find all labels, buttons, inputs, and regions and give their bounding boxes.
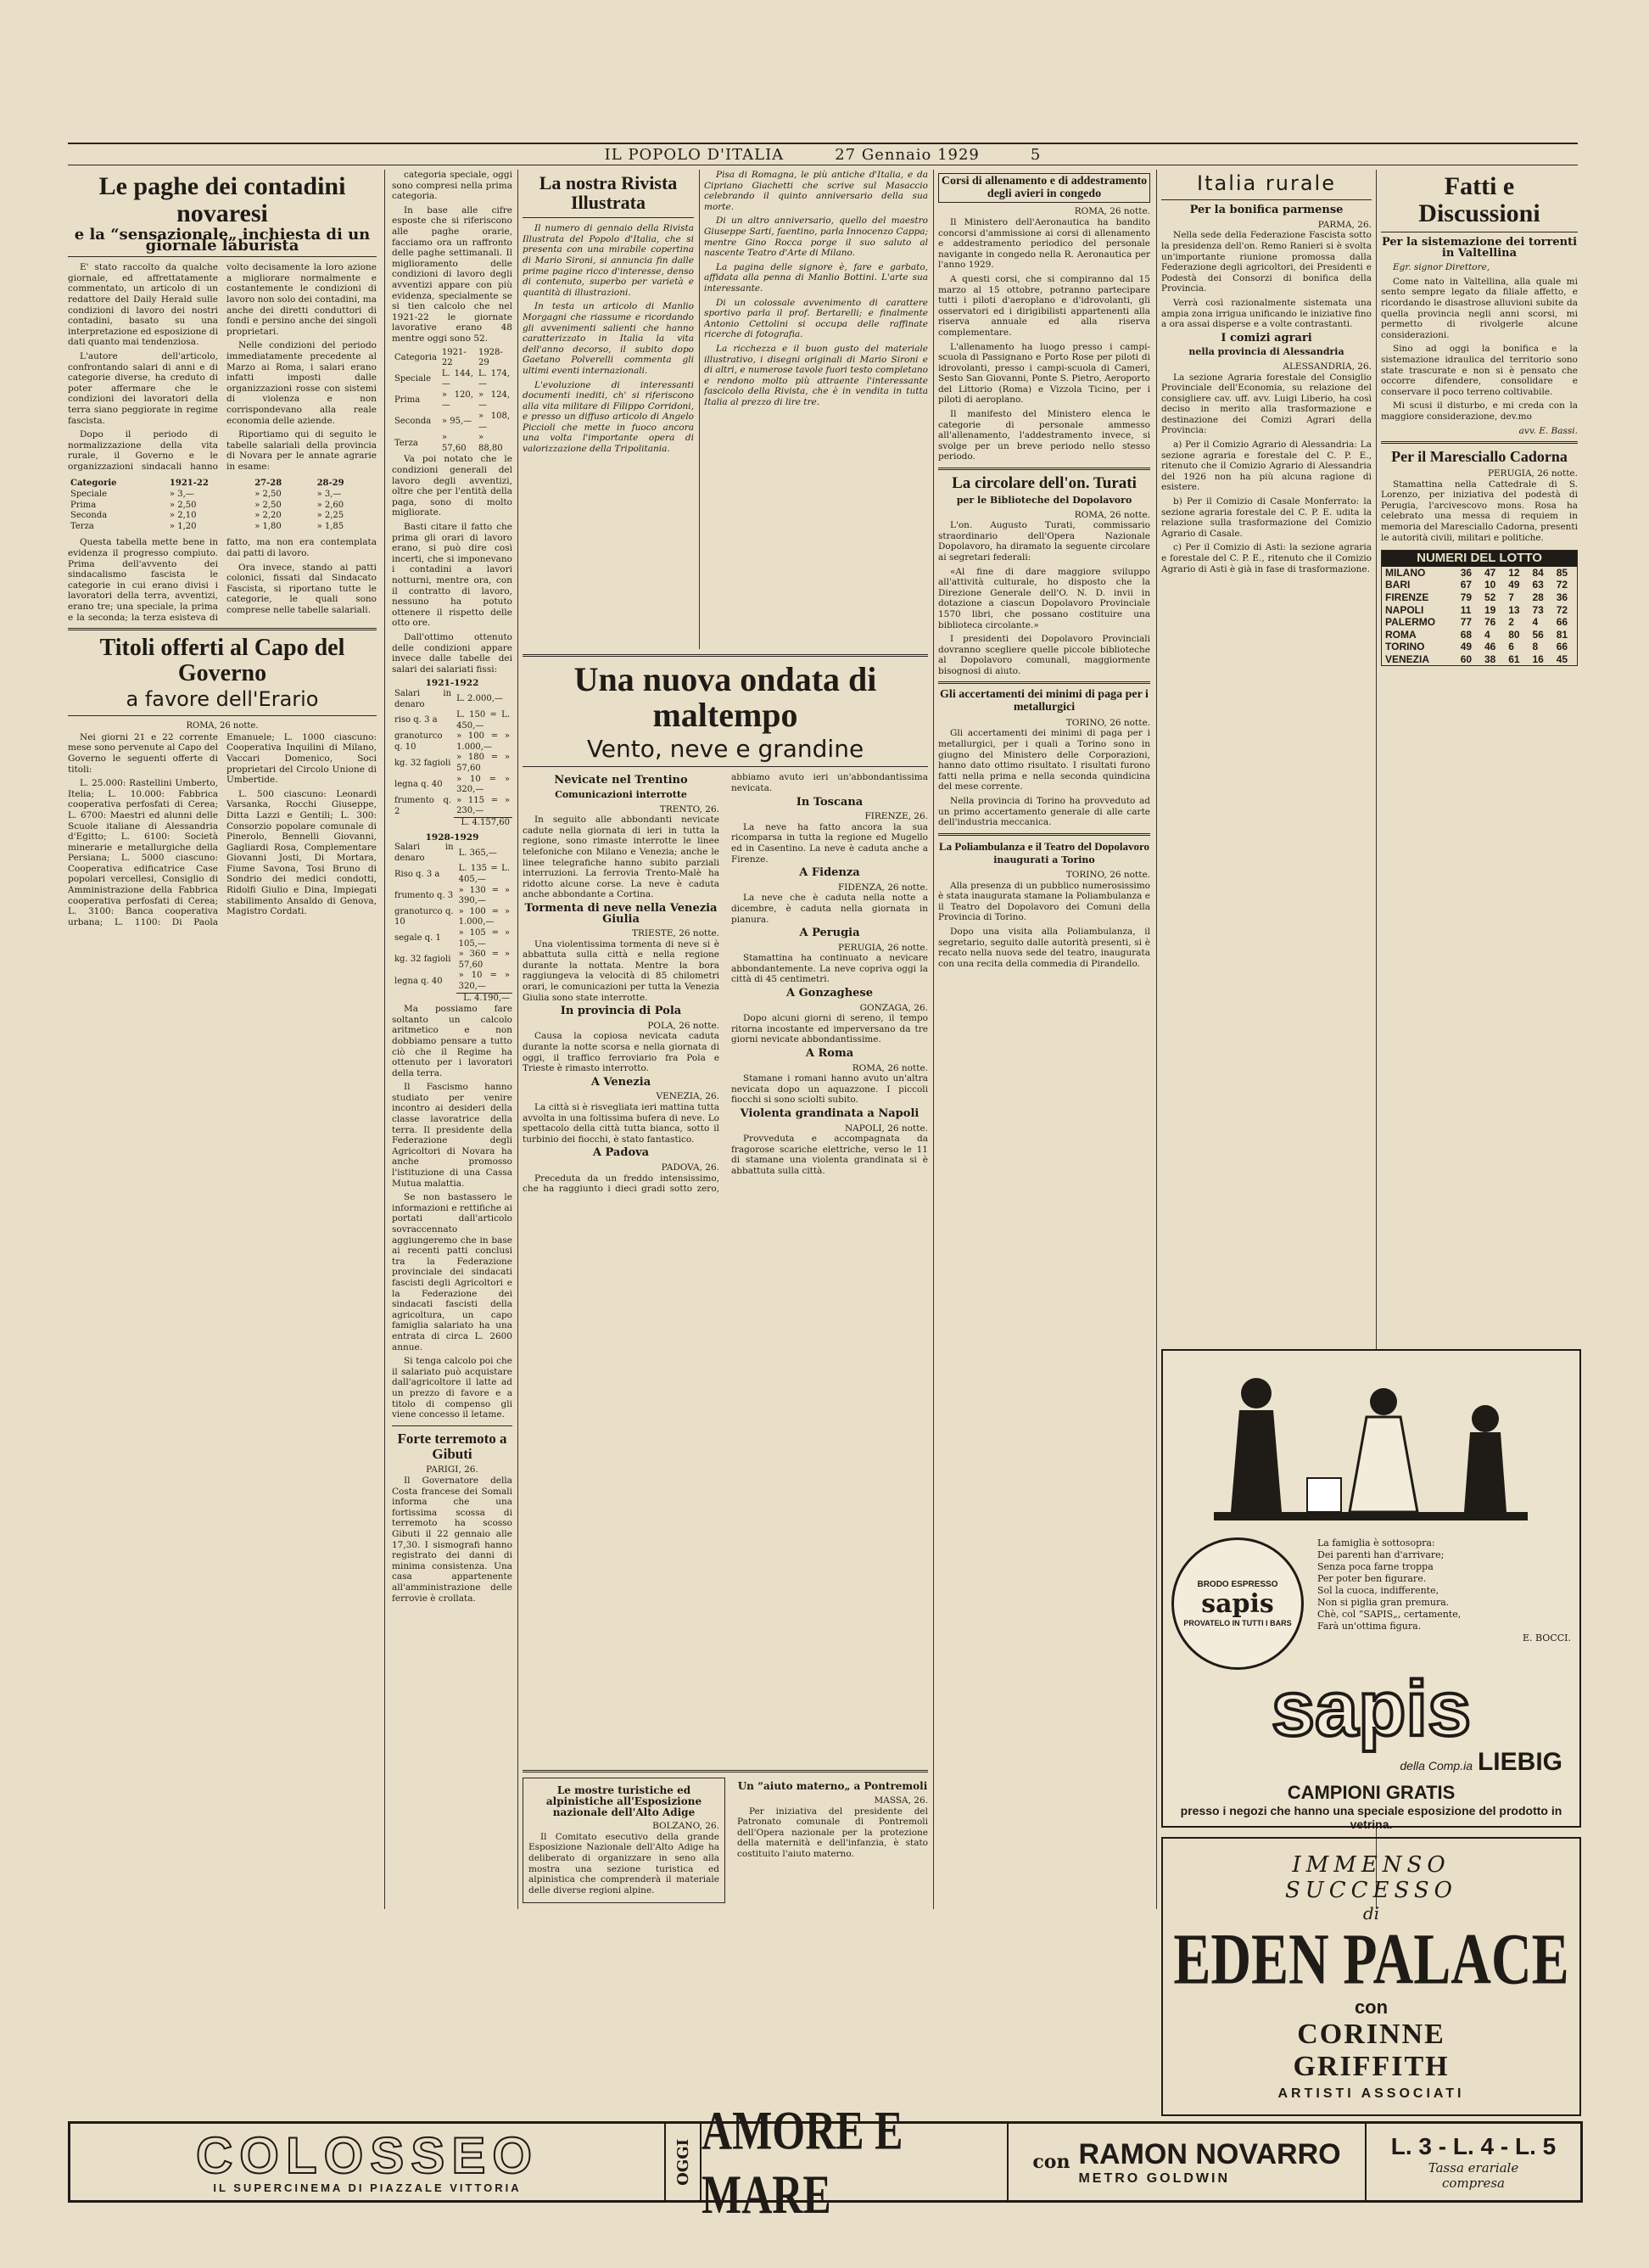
- paragraph: Ora invece, stando ai patti colonici, fissati dal Sindacato Fascista, si riportano tutte le categorie, le quali sono comprese nelle tabelle salariali.: [226, 562, 377, 615]
- paragraph: I presidenti dei Dopolavoro Provinciali dovranno scegliere quelle piccole biblioteche al Dopolavoro comunali, maggiormente bisognosi di aiuto.: [938, 634, 1150, 676]
- studio: METRO GOLDWIN: [1078, 2170, 1231, 2186]
- oggi-label: OGGI: [674, 2138, 692, 2186]
- paragraph: Dopo il periodo di normalizzazione della vita rurale, il Governo e le organizzazioni sindacali hanno volto decisamente la loro azione a migliorare normalmente e costantemente le condizioni di lavoro non solo dei contadini, ma anche dei diretti conduttori di fondi e persino anche dei singoli proprietari.: [68, 262, 377, 472]
- column-7: [1381, 170, 1578, 1349]
- subheadline: per le Biblioteche del Dopolavoro: [956, 494, 1132, 506]
- company-prefix: della Comp.ia: [1400, 1759, 1473, 1772]
- table-row: Prima » 2,50 » 2,50 » 2,60: [70, 500, 344, 510]
- salary-table-1921: [392, 689, 512, 829]
- dateline: POLA, 26 notte.: [647, 1020, 719, 1031]
- table-header: 1921-22: [169, 479, 209, 489]
- lotto-title: NUMERI DEL LOTTO: [1382, 551, 1577, 567]
- section-title: In Toscana: [796, 795, 864, 809]
- column-1: [68, 170, 377, 2113]
- paragraph: L'allenamento ha luogo presso i campi-scuola di Passignano e Porto Rose per piloti di idrovolanti, presso i campi-scuola di Cameri, Sesto San Giovanni, Ponte S. Pietro, Aeroporto del Littorio (Roma) e Vizzola Ticino, per i piloti di aeroplano.: [938, 341, 1150, 406]
- paragraph: c) Per il Comizio di Asti: la sezione agraria e forestale del C. P. E., ritenuto che il Comizio Agrario di Asti è già in fase di trasformazione.: [1161, 542, 1372, 574]
- dateline: PARIGI, 26.: [426, 1464, 478, 1476]
- section-title: A Fidenza: [799, 866, 860, 880]
- table-row: granoturco q. 10 » 100 = » 1.000,—: [394, 731, 510, 752]
- paragraph: Se non bastassero le informazioni e rettifiche ai portati dall'articolo sovraccennato aggiungeremo che in base ai recenti patti conclusi tra la Federazione provinciale dei sindacati fascisti degli Agricoltori e la Federazione dei sindacati fascisti della agricoltura, un capo famiglia salariato ha una entrata di circa L. 2600 annue.: [392, 1192, 512, 1352]
- table-total: L. 4.190,—: [456, 993, 512, 1004]
- table-row: Salari in denaro L. 2.000,—: [394, 688, 503, 709]
- cinema-name: COLOSSEO: [195, 2126, 539, 2184]
- section-title: I comizi agrari: [1221, 331, 1312, 344]
- table-row: legna q. 40 » 10 = » 320,—: [394, 971, 510, 991]
- section-title: Nevicate nel Trentino: [554, 774, 688, 787]
- paragraph: L. 500 ciascuno: Leonardi Varsanka, Rocchi Giuseppe, Ditta Lazzi e Gentili; L. 300: Consorzio popolare comunale di Pinerolo, Bennelli Giovanni, Gagliardi Rosa, Complementare Giovanni Josti, Di Mortara, Fiume Savona, Tosi Bruno di Sondrio dei medici condotti, Ridolfi Giulio e Dina, Impiegati stabilimento Ansaldo di Genova, Magistro Cordati.: [226, 788, 377, 917]
- subheadline-erario: a favore dell'Erario: [126, 686, 319, 711]
- paragraph: Ma possiamo fare soltanto un calcolo aritmetico e non dobbiamo pensare a tutto ciò che il Regime ha ottenuto per i lavoratori della terra.: [392, 1004, 512, 1078]
- table-row: Salari in denaro L. 365,—: [394, 843, 497, 863]
- paragraph: Il Governatore della Costa francese dei Somali informa che una fortissima scossa di terremoto ha scosso Gibuti il 22 gennaio alle 17,30. I sismografi hanno registrato dei danni di minima consistenza. Una casa appartenente all'amministrazione delle ferrovie è crollata.: [392, 1475, 512, 1604]
- subheadline-maltempo: Vento, neve e grandine: [586, 735, 864, 763]
- paragraph: La neve ha fatto ancora la sua ricomparsa in tutta la regione ed Mugello ed in Casentino. La neve è caduta anche a Firenze.: [731, 821, 928, 865]
- paragraph: Dall'ottimo ottenuto delle condizioni appare invece dalle tabelle dei salari dei salariati fissi:: [392, 631, 512, 675]
- table-row: kg. 32 fagioli » 180 = » 57,60: [394, 753, 510, 774]
- dateline: TRENTO, 26.: [659, 804, 719, 815]
- can-brand: sapis: [1201, 1589, 1274, 1619]
- paragraph: Nelle condizioni del periodo immediatamente precedente al Marzo ai Roma, i salari erano infatti imposti dalle organizzazioni rosse con sistemi di violenza e non corrispondevano alla reale economia delle aziende.: [226, 340, 377, 426]
- wage-table: [68, 479, 377, 532]
- tax-note: compresa: [1442, 2176, 1505, 2191]
- company-name: LIEBIG: [1477, 1748, 1562, 1776]
- paragraph: Provveduta e accompagnata da fragorose scariche elettriche, verso le 11 di stamane una violenta grandinata si è abbattuta sulla città.: [731, 1134, 928, 1176]
- maltempo-article: [523, 649, 928, 2113]
- ad-poem: La famiglia è sottosopra: Dei parenti han d'arrivare; Senza poca farne troppa Per poter ben figurare. Sol la cuoca, indifferente, Non si piglia gran premura. Chè, col “SAPIS„, certamente, Farà un'ottima figura. E. BOCCI.: [1317, 1537, 1571, 1644]
- table-row: ROMA 68 4 80 56 81: [1385, 628, 1568, 641]
- paragraph: La città si è risvegliata ieri mattina tutta avvolta in una foltissima bufera di neve. Lo spettacolo della città tutta bianca, sotto il turbinio dei fiocchi, è stato fantastico.: [523, 1102, 719, 1145]
- paragraph: La pagina delle signore è, fare e garbato, affidata alla penna di Manlio Bottini. L'arte sua interessante.: [704, 261, 928, 294]
- salutation: Egr. signor Direttore,: [1393, 262, 1490, 273]
- paragraph: La ricchezza e il buon gusto del materiale illustrativo, i disegni originali di Mario Sironi e di altri, e numerose tavole fuori testo completano e rendono molto più attraente l'interessante fascicolo della Rivista, che è in vendita in tutta Italia al prezzo di lire tre.: [704, 343, 928, 407]
- star-name: CORINNE: [1297, 2019, 1445, 2050]
- dateline: ROMA, 26 notte.: [1074, 206, 1150, 217]
- table-row: Riso q. 3 a L. 135 = L. 405,—: [394, 864, 510, 884]
- paragraph: La neve che è caduta nella notte a dicembre, è caduta nella giornata in pianura.: [731, 893, 928, 925]
- table-title: 1928-1929: [425, 832, 479, 843]
- table-row: segale q. 1 » 105 = » 105,—: [394, 927, 510, 949]
- column-3: [523, 170, 694, 645]
- dateline: GONZAGA, 26.: [859, 1002, 928, 1013]
- samples-text: presso i negozi che hanno una speciale esposizione del prodotto in vetrina.: [1180, 1804, 1562, 1831]
- column-4: [704, 170, 928, 645]
- masthead-page: 5: [1030, 145, 1042, 164]
- paragraph: Per iniziativa del presidente del Patronato comunale di Pontremoli dell'Opera nazionale per la protezione della maternità e dell'infanzia, è stato costituito l'aiuto materno.: [737, 1806, 928, 1859]
- table-row: Terza » 1,20 » 1,80 » 1,85: [70, 521, 344, 531]
- paragraph: Nei giorni 21 e 22 corrente mese sono pervenute al Capo del Governo le seguenti offerte di titoli:: [68, 731, 218, 775]
- dateline: TORINO, 26 notte.: [1065, 717, 1150, 728]
- paragraph: Il Fascismo hanno studiato per venire incontro ai desideri della classe lavoratrice della terra. Il presidente della Federazione degli Agricoltori di Novara ha anche promosso l'istituzione di una Cassa Mutua malattia.: [392, 1082, 512, 1189]
- paragraph: Una violentissima tormenta di neve si è abbattuta sulla città e nella regione durante la nottata. Mentre la bora raggiungeva la velocità di 85 chilometri orari, le comunicazioni per tutta la Venezia Giulia sono state interrotte.: [523, 938, 719, 1003]
- headline-metallurgici: Gli accertamenti dei minimi di paga per i metallurgici: [940, 688, 1149, 714]
- paragraph: b) Per il Comizio di Casale Monferrato: la sezione agraria forestale del C. P. E. udita la relazione sulla trasformazione del Comizio Agrario di Casale.: [1161, 496, 1372, 539]
- table-row: BARI 67 10 49 63 72: [1385, 579, 1568, 591]
- section-subtitle: nella provincia di Alessandria: [1188, 346, 1344, 358]
- table-header: 28-29: [316, 479, 344, 489]
- table-total: L. 4.157,60: [454, 818, 512, 829]
- lotto-table: [1382, 567, 1577, 666]
- column-rule: [384, 170, 385, 1909]
- paragraph: Basti citare il fatto che prima gli orari di lavoro erano, si può dire così incerti, che si imponevano i contadini a lavori notturni, mentre ora, con il contratto di lavoro, nessuno ha potuto ottenere il rispetto delle otto ore.: [392, 522, 512, 629]
- cinema-subtitle: IL SUPERCINEMA DI PIAZZALE VITTORIA: [213, 2181, 522, 2194]
- column-rule: [517, 170, 518, 1909]
- column-2: [392, 170, 512, 2113]
- table-row: granoturco q. 10 » 100 = » 1.000,—: [394, 906, 510, 927]
- paragraph: L. 25.000: Rastellini Umberto, Itelia; L. 10.000: Fabbrica cooperativa perfosfati di Cerea; L. 6700: Maestri ed alunni delle Scuole italiane di Alessandria d'Egitto; L. 6100: Società minerarie e metallurgiche della Persiana; L. 5000 ciascuno: Cooperativa edificatrice Case popolari vercellesi, Consiglio di Amministrazione della Fabbrica cooperativa perfosfati di Cerea; L. 3100: Banca cooperativa urbana; L. 1100: Di Paola Emanuele; L. 1000 ciascuno: Cooperativa Inquilini di Milano, Vaccari Domenico, Soci proprietari del Circolo Unione di Umbertide.: [68, 731, 377, 927]
- dateline: VENEZIA, 26.: [656, 1091, 719, 1102]
- section-title: A Venezia: [590, 1075, 651, 1089]
- table-row: Prima » 120,— » 124,—: [394, 389, 510, 411]
- section-subtitle: Comunicazioni interrotte: [555, 788, 687, 800]
- paragraph: L'on. Augusto Turati, commissario straordinario dell'Opera Nazionale Dopolavoro, ha diramato la seguente circolare ai segretari federali:: [938, 520, 1150, 563]
- masthead: [68, 143, 1578, 165]
- wage-table: Categoria 1921-22 1928-29 Speciale L. 144,— L. 174,— Prima » 120,— » 124,— Seconda » 95,— » 108,— Terza » 57,60 » 88,80: [392, 348, 512, 455]
- lotto-box: [1381, 550, 1578, 666]
- can-label: BRODO ESPRESSO: [1197, 1580, 1278, 1589]
- tax-note: Tassa erariale: [1428, 2160, 1519, 2176]
- headline-turati: La circolare dell'on. Turati: [952, 474, 1137, 493]
- paragraph: In seguito alle abbondanti nevicate cadute nella giornata di ieri in tutta la regione, sono rimaste interrotte le linee telefoniche con Milano e Venezia; anche le linee telegrafiche hanno subito parziali interruzioni. La ferrovia Trento-Malè ha ridotto alcune corse. La neve è caduta anche abbondante a Cortina.: [523, 815, 719, 900]
- paragraph: categoria speciale, oggi sono compresi nella prima categoria.: [392, 170, 512, 202]
- paragraph: Gli accertamenti dei minimi di paga per i metallurgici, per i quali a Torino sono in giugno del Ministero delle Corporazioni, hanno dato ottimo risultato. I risultati furono fatti nella prima e nella seconda quindicina del mese corrente.: [938, 728, 1150, 792]
- dateline: ROMA, 26 notte.: [852, 1062, 928, 1073]
- headline-fatti-discussioni: Fatti e Discussioni: [1418, 172, 1540, 227]
- table-row: riso q. 3 a L. 150 = L. 450,—: [394, 710, 510, 731]
- section-title: A Perugia: [799, 927, 860, 940]
- column-rule: [933, 170, 934, 1909]
- sapis-ad: [1161, 1349, 1581, 1831]
- paragraph: Di un altro anniversario, quello del maestro Giuseppe Sarti, faentino, parla Innocenzo Cappa; mentre Gino Rocca porge il suo saluto al nascente Teatro d'Arte di Milano.: [704, 216, 928, 259]
- table-row: Terza » 57,60 » 88,80: [394, 433, 503, 453]
- dateline: ROMA, 26 notte.: [1074, 509, 1150, 520]
- column-rule: [1156, 170, 1157, 1909]
- ad-line: SUCCESSO: [1285, 1878, 1457, 1903]
- salary-table-1928: [392, 843, 512, 1004]
- box-article-alto-adige: [523, 1778, 725, 1903]
- table-row: Seconda » 95,— » 108,—: [394, 412, 510, 432]
- column-6: [1161, 170, 1372, 1324]
- paragraph: Stamattina nella Cattedrale di S. Lorenzo, per iniziativa del podestà di Perugia, l'arcivescovo mons. Rosa ha celebrato una messa di requiem in memoria del Maresciallo Cadorna, presenti le autorità civili, militari e politiche.: [1381, 479, 1578, 543]
- subheadline-paghe: e la “sensazionale„ inchiesta di un giornale laburista: [74, 226, 371, 255]
- section-title: Tormenta di neve nella Venezia Giulia: [524, 901, 718, 926]
- paragraph: Il Comitato esecutivo della grande Esposizione Nazionale dell'Alto Adige ha deliberato di organizzare in seno alla mostra una sezione turistica ed alpinistica che comprenderà il materiale delle diverse regioni alpine.: [528, 1831, 719, 1896]
- table-row: legna q. 40 » 10 = » 320,—: [394, 774, 510, 795]
- paragraph: Alla presenza di un pubblico numerosissimo è stata inaugurata stamane la Poliambulanza e il Teatro del Dopolavoro dei Comuni della Provincia di Torino.: [938, 880, 1150, 923]
- signature: avv. E. Bassi.: [1518, 425, 1578, 436]
- headline-titoli: Titoli offerti al Capo del Governo: [99, 635, 345, 686]
- dateline: BOLZANO, 26.: [652, 1821, 719, 1832]
- dateline: PARMA, 26.: [1317, 219, 1372, 230]
- box-headline: Un “aiuto materno„ a Pontremoli: [737, 1780, 928, 1793]
- paragraph: Dopo alcuni giorni di sereno, il tempo ritorna incostante ed imperversano da tre giorni nevicate abbondantissime.: [731, 1013, 928, 1045]
- headline-poliambulanza: La Poliambulanza e il Teatro del Dopolavoro: [939, 839, 1149, 853]
- section-title: Violenta grandinata a Napoli: [740, 1107, 920, 1121]
- paragraph: Preceduta da un freddo intensissimo, che ha raggiunto i dieci gradi sotto zero, abbiamo avuto ieri un'abbondantissima nevicata.: [523, 772, 928, 1195]
- ad-with: con: [1354, 1996, 1389, 2018]
- table-header: 27-28: [254, 479, 282, 489]
- table-row: VENEZIA 60 38 61 16 45: [1385, 652, 1568, 665]
- section-title: Per la bonifica parmense: [1189, 204, 1344, 217]
- film-title: EDEN PALACE: [1173, 1918, 1569, 2000]
- dateline: ALESSANDRIA, 26.: [1283, 361, 1372, 372]
- paragraph: A questi corsi, che si compiranno dal 15 marzo al 15 ottobre, potranno partecipare tutti i piloti d'aeroplano e d'idrovolanti, gli osservatori ed i dirigibilisti appartenenti alla riserva annuale ed alla riserva complementare.: [938, 273, 1150, 338]
- paragraph: Stamane i romani hanno avuto un'altra nevicata dopo un aquazzone. I piccoli fiocchi si sono sciolti subito.: [731, 1073, 928, 1106]
- section-title: A Gonzaghese: [785, 987, 874, 1000]
- headline-rivista: La nostra Rivista Illustrata: [539, 172, 678, 214]
- headline-italia-rurale: Italia rurale: [1197, 171, 1336, 195]
- paragraph: Come nato in Valtellina, alla quale mi sento sempre legato da filiale affetto, e ricordando le disastrose alluvioni subite da quella provincia negli anni scorsi, mi permetto di rivolgerle alcune considerazioni.: [1381, 276, 1578, 340]
- paragraph: Riportiamo qui di seguito le tabelle salariali della provincia di Novara per le annate agrarie in esame:: [226, 429, 377, 472]
- ad-line: IMMENSO: [1292, 1852, 1451, 1878]
- star-name: GRIFFITH: [1293, 2051, 1450, 2082]
- kitchen-illustration: [1163, 1351, 1576, 1537]
- paragraph: Sino ad oggi la bonifica e la sistemazione idraulica del territorio sono state trascurate e non si è pensato che occorre difendere, consolidare e conservare il poco terreno coltivabile.: [1381, 344, 1578, 397]
- headline-avieri: Corsi di allenamento e di addestramento degli avieri in congedo: [938, 173, 1150, 203]
- table-row: frumento q. 2 » 115 = » 230,—: [394, 795, 510, 816]
- ad-line: di: [1362, 1903, 1380, 1924]
- table-row: Speciale » 3,— » 2,50 » 3,—: [70, 490, 342, 500]
- film-title: AMORE E MARE: [702, 2098, 903, 2226]
- brand-logo: sapis: [1271, 1666, 1472, 1752]
- paragraph: Nella sede della Federazione Fascista sotto la presidenza dell'on. Remo Ranieri si è svolta un'importante riunione promossa dalla Federazione degli agricoltori, dei Presidenti e Podestà dei Consorzi di bonifica della Provincia.: [1161, 230, 1372, 294]
- masthead-title: IL POPOLO D'ITALIA: [604, 145, 785, 164]
- paragraph: In testa un articolo di Manlio Morgagni che riassume e ricordando gli avvenimenti salienti che hanno caratterizzato in Italia la vita dell'anno decorso, il subito dopo Gaetano Polverelli commenta gli ultimi eventi internazionali.: [523, 301, 694, 376]
- dateline: FIRENZE, 26.: [864, 811, 928, 822]
- dateline: PERUGIA, 26 notte.: [1487, 468, 1578, 479]
- paragraph: «Al fine di dare maggiore sviluppo all'attività culturale, ho disposto che la Direzione Generale dell'O. N. D. invii in dotazione a ciascun Dopolavoro Provinciale 1570 libri, che possano costituire una biblioteca circolante.»: [938, 566, 1150, 630]
- table-row: frumento q. 3 » 130 = » 390,—: [394, 885, 510, 906]
- dateline: NAPOLI, 26 notte.: [844, 1123, 928, 1134]
- paragraph: Causa la copiosa nevicata caduta durante la notte scorsa e nella giornata di oggi, il traffico ferroviario fra Pola e Trieste è rimasto interrotto.: [523, 1031, 719, 1074]
- dateline: TRIESTE, 26 notte.: [631, 928, 719, 939]
- paragraph: L'evoluzione di interessanti documenti inediti, ch' si riferiscono alla vita militare di Filippo Corridoni, e presso un diffuso articolo di Angelo Piccioli che mette in fuoco ancora una volta l'importante opera di valorizzazione della Tripolitania.: [523, 379, 694, 455]
- paragraph: In base alle cifre esposte che si riferiscono alle paghe orarie, facciamo ora un raffronto delle paghe settimanali. Il miglioramento delle condizioni di lavoro degli avventizi appare con più evidenza, specialmente se si tien calcolo che nel 1921-22 le giornate lavorative erano 48 mentre oggi sono 52.: [392, 204, 512, 344]
- section-title: In provincia di Pola: [560, 1005, 682, 1018]
- table-title: 1921-1922: [425, 678, 479, 689]
- paragraph: a) Per il Comizio Agrario di Alessandria: La sezione agraria e forestale del C. P. E., ritenuto che il Comizio Agrario di Alessandria del 1926 non ha più alcuna ragione di esistere.: [1161, 440, 1372, 493]
- can-label: PROVATELO IN TUTTI I BARS: [1183, 1619, 1292, 1627]
- dateline: TORINO, 26 notte.: [1065, 870, 1150, 881]
- paragraph: Va poi notato che le condizioni generali del lavoro degli avventizi, oltre che per l'entità della paga, sono di molto migliorate.: [392, 454, 512, 518]
- table-row: PALERMO 77 76 2 4 66: [1385, 616, 1568, 629]
- table-row: Seconda » 2,10 » 2,20 » 2,25: [70, 511, 344, 521]
- paragraph: Nella provincia di Torino ha provveduto ad un primo accertamento generale di alle carte dell'industria meccanica.: [938, 796, 1150, 828]
- eden-palace-ad: [1161, 1837, 1581, 2116]
- table-header: Categorie: [70, 479, 117, 489]
- product-can: [1171, 1537, 1304, 1670]
- paragraph: Questa tabella mette bene in evidenza il progresso compiuto. Prima dell'avvento dei sindacalismo fascista le categorie in cui erano divisi i lavoratori della terra, avventizi, erano tre; una speciale, la prima e la seconda; la terza esisteva di fatto, ma non era contemplata dai patti di lavoro.: [68, 537, 377, 623]
- masthead-date: 27 Gennaio 1929: [835, 145, 980, 164]
- section-title: A Padova: [592, 1146, 650, 1160]
- paragraph: Verrà così razionalmente sistemata una ampia zona irrigua unificando le iniziative fino a ora assai disperse e a volte contrastanti.: [1161, 297, 1372, 330]
- table-row: FIRENZE 79 52 7 28 36: [1385, 591, 1568, 603]
- box-headline: Le mostre turistiche ed alpinistiche all'Esposizione nazionale dell'Alto Adige: [545, 1784, 702, 1818]
- star-prefix: con: [1032, 2151, 1070, 2173]
- paragraph: Stamattina ha continuato a nevicare abbondantemente. La neve copriva oggi la città di 45 centimetri.: [731, 953, 928, 985]
- table-row: Speciale L. 144,— L. 174,—: [394, 368, 510, 389]
- paragraph: La sezione Agraria forestale del Consiglio Provinciale dell'Economia, su relazione del consigliere cav. uff. avv. Luigi Liberio, ha così deciso in merito alla trasformazione e destinazione dei Comizi Agrari della Provincia:: [1161, 372, 1372, 436]
- column-5: [938, 170, 1150, 2113]
- paragraph: E' stato raccolto da qualche giornale, ed affrettatamente commentato, un articolo di un redattore del Daily Herald sulle condizioni di lavoro dei nostri contadini, basato su una interpretazione ed esposizione di dati quanto mai tendenziosa.: [68, 262, 218, 348]
- star-name: RAMON NOVARRO: [1078, 2137, 1341, 2170]
- dateline: PADOVA, 26.: [661, 1162, 719, 1173]
- dateline: FIDENZA, 26 notte.: [837, 882, 928, 893]
- headline-gibuti: Forte terremoto a Gibuti: [397, 1430, 507, 1462]
- samples-heading: CAMPIONI GRATIS: [1287, 1782, 1456, 1803]
- paragraph: Mi scusi il disturbo, e mi creda con la maggiore considerazione, dev.mo: [1381, 400, 1578, 422]
- studio: ARTISTI ASSOCIATI: [1277, 2086, 1465, 2101]
- headline-paghe: Le paghe dei contadini novaresi: [98, 172, 346, 227]
- dateline: ROMA, 26 notte.: [186, 721, 259, 731]
- subheadline: Per la sistemazione dei torrenti in Valtellina: [1381, 236, 1578, 260]
- table-row: NAPOLI 11 19 13 73 72: [1385, 603, 1568, 616]
- headline-maltempo: Una nuova ondata di maltempo: [573, 660, 877, 734]
- paragraph: Il numero di gennaio della Rivista Illustrata del Popolo d'Italia, che si presenta con una mirabile copertina di Mario Sironi, si annuncia fin dalle prime pagine ricco d'interesse, denso di contenuto, superbo per varietà e quantità di illustrazioni.: [523, 223, 694, 298]
- dateline: PERUGIA, 26 notte.: [837, 942, 928, 953]
- table-row: kg. 32 fagioli » 360 = » 57,60: [394, 949, 510, 970]
- section-title: A Roma: [805, 1047, 854, 1061]
- colosseo-ad: [68, 2098, 1583, 2226]
- paragraph: Di un colossale avvenimento di carattere sportivo parla il prof. Bertarelli; e finalmente Antonio Cettolini si occupa delle raffinate ricerche di fotografia.: [704, 297, 928, 340]
- paragraph: Il Ministero dell'Aeronautica ha bandito concorsi d'ammissione ai corsi di allenamento e addestramento periodico del personale navigante in congedo nella R. Aeronautica per l'anno 1929.: [938, 216, 1150, 271]
- ticket-prices: L. 3 - L. 4 - L. 5: [1390, 2133, 1557, 2159]
- paragraph: Si tenga calcolo poi che il salariato può acquistare dall'agricoltore il latte ad un prezzo di favore e a titolo di compenso gli viene concesso il letame.: [392, 1356, 512, 1420]
- paragraph: L'autore dell'articolo, confrontando salari di anni e di categorie diverse, ha creduto di poter affermare che le condizioni dei lavoratori della terra siano peggiorate in regime fascista.: [68, 350, 218, 426]
- paragraph: Dopo una visita alla Poliambulanza, il segretario, seguito dalle autorità presenti, si è recato nella nuova sede del teatro, inaugurata con una recita della commedia di Pirandello.: [938, 926, 1150, 969]
- table-row: MILANO 36 47 12 84 85: [1385, 566, 1568, 579]
- table-row: TORINO 49 46 6 8 66: [1385, 641, 1568, 653]
- dateline: MASSA, 26.: [874, 1795, 928, 1806]
- subheadline: inaugurati a Torino: [993, 854, 1095, 866]
- headline-cadorna: Per il Maresciallo Cadorna: [1391, 448, 1568, 466]
- box-article-pontremoli: [737, 1778, 928, 1903]
- paragraph: Il manifesto del Ministero elenca le categorie di personale ammesso all'allenamento, l'addestramento invece, si svolge per un breve periodo nello stesso periodo.: [938, 409, 1150, 462]
- paragraph: Pisa di Romagna, le più antiche d'Italia, e da Cipriano Giachetti che scrive sul Masaccio celebrando il quinto anniversario della sua morte.: [704, 170, 928, 212]
